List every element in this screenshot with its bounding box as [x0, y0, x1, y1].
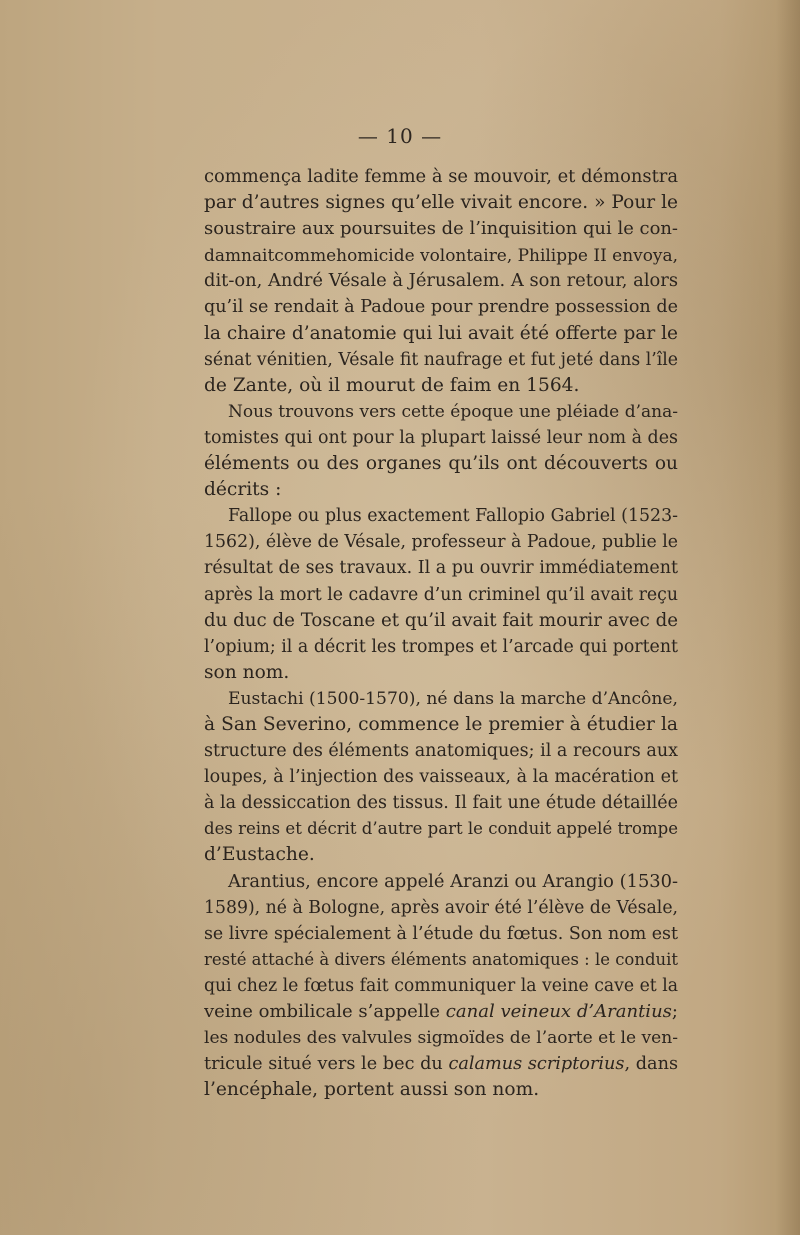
text-line: les nodules des valvules sigmoïdes de l’aorte et le ven- [204, 1028, 678, 1049]
italic-term: calamus scriptorius [448, 1054, 625, 1075]
text-line: tomistes qui ont pour la plupart laissé leur nom à des [204, 427, 678, 448]
text-line: resté attaché à divers éléments anatomiques : le conduit [204, 949, 678, 969]
text-line: structure des éléments anatomiques; il a recours aux [204, 741, 678, 762]
text-line: 1562), élève de Vésale, professeur à Padoue, publie le [204, 532, 678, 553]
text-line: soustraire aux poursuites de l’inquisition qui le con- [204, 218, 678, 240]
page-edge-shadow [776, 0, 800, 1235]
text-line: d’Eustache. [204, 844, 315, 866]
text-line: dit-on, André Vésale à Jérusalem. A son retour, alors [204, 270, 678, 292]
text-line: commença ladite femme à se mouvoir, et démonstra [204, 166, 678, 187]
text-line: à San Severino, commence le premier à étudier la [204, 713, 678, 735]
text-line: tricule situé vers le bec du calamus scriptorius, dans [204, 1054, 678, 1075]
text-line: Fallope ou plus exactement Fallopio Gabriel (1523- [228, 506, 678, 527]
text-line: éléments ou des organes qu’ils ont découverts ou [204, 453, 678, 475]
body-text [204, 164, 678, 1103]
text-line: Eustachi (1500-1570), né dans la marche d’Ancône, [228, 688, 678, 709]
text-line: résultat de ses travaux. Il a pu ouvrir immédiatement [204, 558, 678, 579]
text-line: veine ombilicale s’appelle canal veineux d’Arantius; [204, 1001, 678, 1022]
italic-term: canal veineux d’Arantius [445, 1001, 672, 1022]
text-line: sénat vénitien, Vésale fit naufrage et fut jeté dans l’île [204, 349, 678, 370]
text-line: du duc de Toscane et qu’il avait fait mourir avec de [204, 609, 678, 631]
text-line: après la mort le cadavre d’un criminel qu’il avait reçu [204, 584, 678, 605]
text-line: décrits : [204, 479, 282, 501]
text-line: l’encéphale, portent aussi son nom. [204, 1079, 540, 1101]
text-line: de Zante, où il mourut de faim en 1564. [204, 374, 580, 396]
text-line: à la dessiccation des tissus. Il fait une étude détaillée [204, 793, 678, 814]
text-line: son nom. [204, 661, 290, 683]
text-line: des reins et décrit d’autre part le conduit appelé trompe [204, 819, 678, 839]
text-line: damnaitcommehomicide volontaire, Philippe II envoya, [204, 245, 678, 266]
page-number: — 10 — [357, 124, 443, 148]
text-line: la chaire d’anatomie qui lui avait été offerte par le [204, 322, 678, 344]
text-line: Nous trouvons vers cette époque une pléiade d’ana- [228, 401, 678, 422]
text-line: qu’il se rendait à Padoue pour prendre possession de [204, 297, 678, 318]
text-line: l’opium; il a décrit les trompes et l’arcade qui portent [204, 636, 678, 657]
text-line: loupes, à l’injection des vaisseaux, à la macération et [204, 767, 678, 788]
text-line: par d’autres signes qu’elle vivait encore. » Pour le [204, 192, 678, 214]
text-line: se livre spécialement à l’étude du fœtus. Son nom est [204, 923, 678, 944]
text-line: 1589), né à Bologne, après avoir été l’élève de Vésale, [204, 897, 678, 918]
text-line: Arantius, encore appelé Aranzi ou Arangio (1530- [228, 870, 678, 892]
text-line: qui chez le fœtus fait communiquer la veine cave et la [204, 975, 678, 996]
